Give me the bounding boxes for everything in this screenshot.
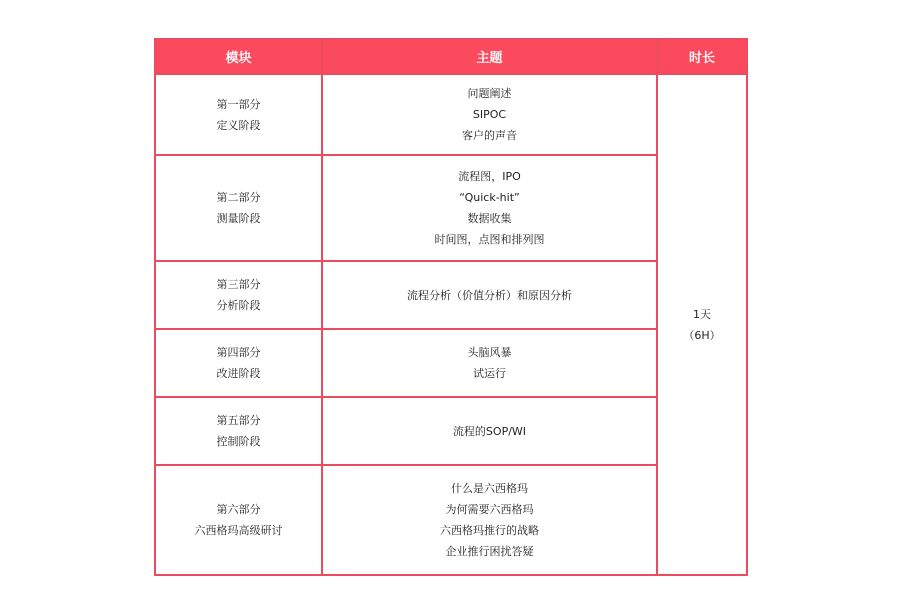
module-part: 第六部分	[216, 503, 261, 516]
duration-cell	[657, 74, 747, 575]
module-phase: 六西格玛高级研讨	[194, 524, 283, 537]
topic-item: 问题阐述	[467, 87, 512, 100]
module-phase: 改进阶段	[216, 367, 261, 380]
topic-cell	[322, 155, 657, 261]
module-phase: 测量阶段	[216, 212, 261, 225]
module-cell	[155, 261, 322, 329]
module-cell	[155, 465, 322, 575]
module-cell	[155, 329, 322, 397]
topic-cell	[322, 261, 657, 329]
course-table	[154, 38, 748, 576]
module-cell	[155, 155, 322, 261]
topic-cell	[322, 74, 657, 155]
topic-item: 流程分析（价值分析）和原因分析	[407, 288, 572, 302]
module-part: 第二部分	[216, 191, 261, 204]
header-duration: 时长	[657, 39, 747, 74]
module-phase: 分析阶段	[216, 299, 261, 312]
duration-hours: （6H）	[683, 328, 721, 342]
module-cell	[155, 74, 322, 155]
module-phase: 定义阶段	[216, 118, 261, 132]
topic-item: 什么是六西格玛	[451, 482, 528, 495]
topic-item: 流程图，IPO	[458, 170, 521, 183]
topic-item: 数据收集	[467, 212, 512, 225]
module-phase: 控制阶段	[216, 435, 261, 448]
topic-cell	[322, 397, 657, 465]
topic-item: 流程的SOP/WI	[452, 424, 527, 438]
header-row	[155, 39, 747, 74]
topic-cell	[322, 465, 657, 575]
topic-item: “Quick-hit”	[459, 191, 520, 204]
topic-item: 试运行	[473, 367, 506, 380]
module-part: 第四部分	[216, 346, 261, 359]
topic-item: 企业推行困扰答疑	[445, 545, 534, 558]
topic-item: 客户的声音	[462, 129, 517, 142]
topic-item: 六西格玛推行的战略	[440, 524, 539, 537]
topic-item: 时间图，点图和排列图	[434, 233, 545, 246]
duration-days: 1天	[693, 307, 711, 321]
header-topic: 主题	[322, 39, 657, 74]
topic-cell	[322, 329, 657, 397]
topic-item: SIPOC	[472, 108, 507, 121]
module-cell	[155, 397, 322, 465]
topic-item: 为何需要六西格玛	[445, 503, 534, 516]
header-module: 模块	[155, 39, 322, 74]
module-part: 第三部分	[216, 278, 261, 291]
module-part: 第一部分	[216, 97, 261, 111]
module-part: 第五部分	[216, 414, 261, 427]
topic-item: 头脑风暴	[467, 346, 512, 359]
table-row	[155, 74, 747, 155]
